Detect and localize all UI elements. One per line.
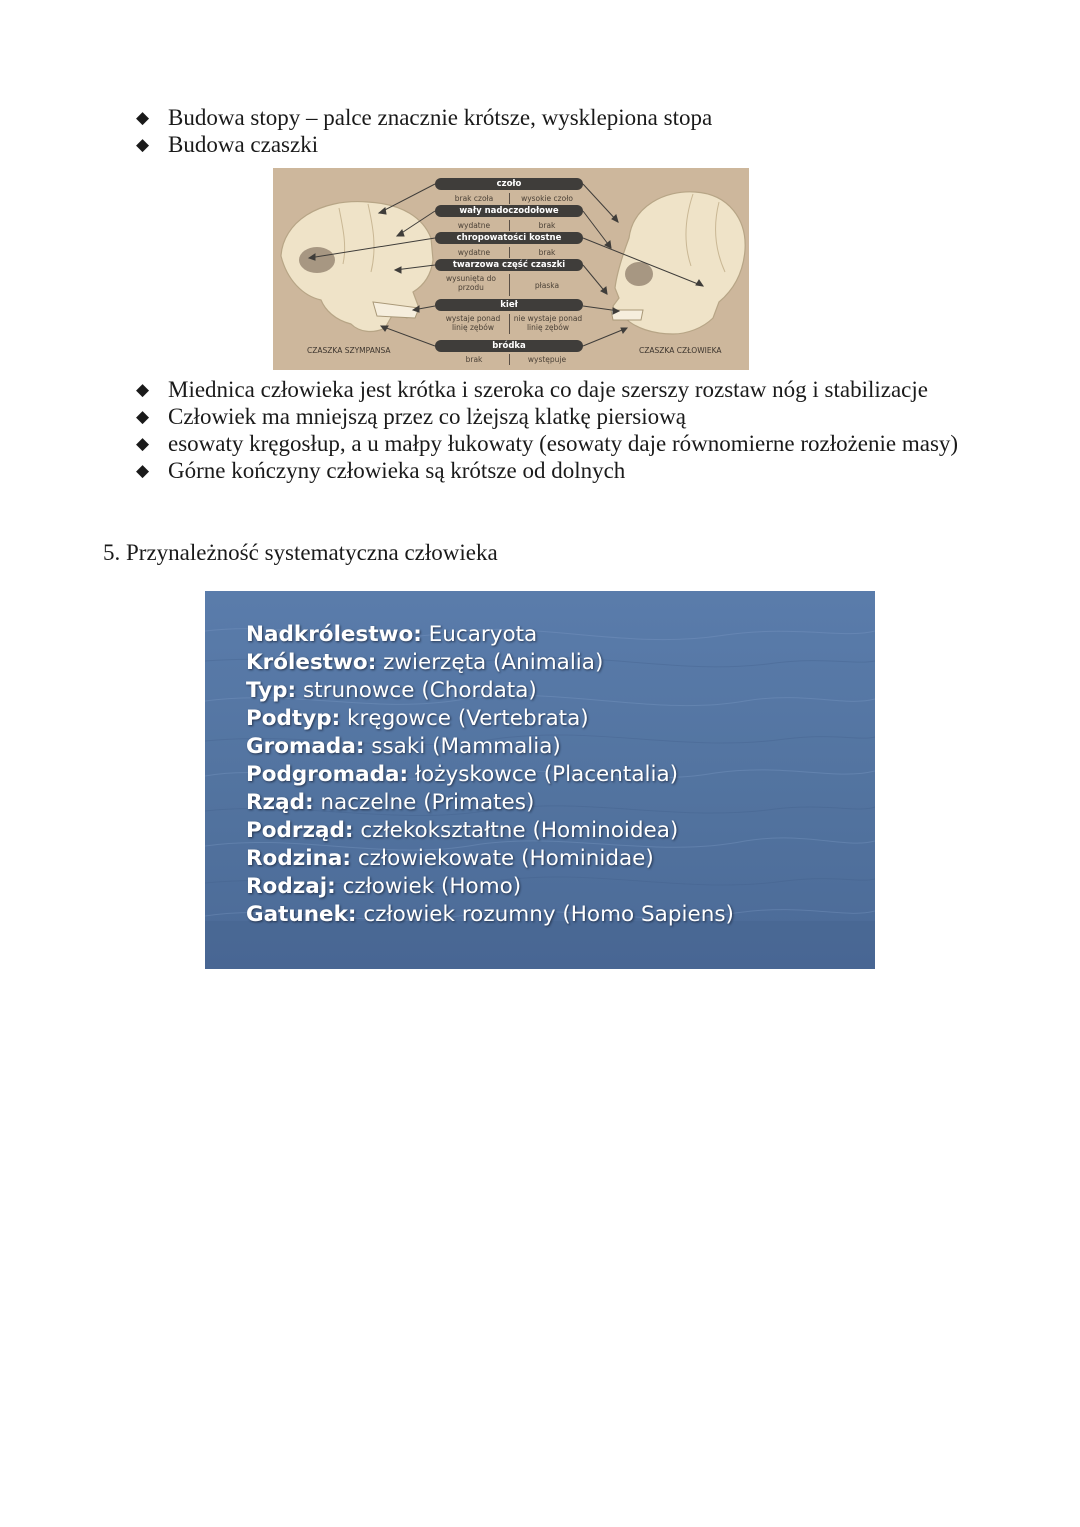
taxonomy-list — [246, 621, 734, 929]
diamond-bullet-icon: ◆ — [136, 108, 150, 127]
trait-human-canine: nie wystaje ponad linię zębów — [513, 314, 583, 332]
taxonomy-row — [246, 789, 734, 817]
taxonomy-row — [246, 845, 734, 873]
taxonomy-value: człowiek rozumny (Homo Sapiens) — [363, 902, 734, 927]
taxonomy-rank: Rząd: — [246, 790, 314, 815]
human-skull-caption: CZASZKA CZŁOWIEKA — [639, 346, 722, 355]
taxonomy-rank: Podrząd: — [246, 818, 354, 843]
taxonomy-value: człowiekowate (Hominidae) — [357, 846, 654, 871]
bullet-text: Budowa czaszki — [168, 132, 319, 157]
trait-chimp-canine: wystaje ponad linię zębów — [445, 314, 501, 332]
taxonomy-row — [246, 761, 734, 789]
trait-label-brow-ridges: wały nadoczodołowe — [435, 205, 583, 217]
bullet-list-middle — [136, 376, 966, 484]
taxonomy-value: kręgowce (Vertebrata) — [347, 706, 589, 731]
trait-divider — [509, 274, 510, 296]
diamond-bullet-icon: ◆ — [136, 135, 150, 154]
trait-divider — [509, 220, 510, 231]
taxonomy-value: naczelne (Primates) — [320, 790, 535, 815]
taxonomy-row — [246, 817, 734, 845]
bullet-text: Człowiek ma mniejszą przez co lżejszą klatkę piersiową — [168, 404, 686, 429]
taxonomy-rank: Podtyp: — [246, 706, 341, 731]
taxonomy-row — [246, 621, 734, 649]
taxonomy-row — [246, 873, 734, 901]
trait-chimp-chin: brak — [465, 355, 483, 364]
bullet-list-top — [136, 104, 966, 158]
trait-label-canine: kieł — [435, 299, 583, 311]
taxonomy-rank: Rodzina: — [246, 846, 352, 871]
taxonomy-value: łożyskowce (Placentalia) — [414, 762, 679, 787]
bullet-item — [136, 457, 966, 484]
trait-chimp-bone-roughness: wydatne — [457, 248, 491, 257]
trait-label-face: twarzowa część czaszki — [435, 259, 583, 271]
trait-label-bone-roughness: chropowatości kostne — [435, 232, 583, 244]
diamond-bullet-icon: ◆ — [136, 434, 150, 453]
trait-divider — [509, 354, 510, 365]
bullet-text: esowaty kręgosłup, a u małpy łukowaty (esowaty daje równomierne rozłożenie masy) — [168, 431, 959, 456]
trait-chimp-face: wysunięta do przodu — [446, 274, 496, 292]
taxonomy-rank: Gatunek: — [246, 902, 357, 927]
taxonomy-value: człowiek (Homo) — [342, 874, 522, 899]
trait-human-brow-ridges: brak — [538, 221, 556, 230]
taxonomy-row — [246, 649, 734, 677]
diamond-bullet-icon: ◆ — [136, 380, 150, 399]
trait-chimp-forehead: brak czoła — [454, 194, 494, 203]
trait-human-bone-roughness: brak — [538, 248, 556, 257]
trait-chimp-brow-ridges: wydatne — [457, 221, 491, 230]
taxonomy-rank: Nadkrólestwo: — [246, 622, 422, 647]
chimpanzee-skull-drawing — [281, 202, 433, 332]
taxonomy-slide — [205, 591, 875, 969]
chimp-skull-caption: CZASZKA SZYMPANSA — [307, 346, 391, 355]
taxonomy-row — [246, 901, 734, 929]
taxonomy-rank: Rodzaj: — [246, 874, 336, 899]
taxonomy-value: człekokształtne (Hominoidea) — [360, 818, 679, 843]
bullet-text: Budowa stopy – palce znacznie krótsze, wysklepiona stopa — [168, 105, 713, 130]
taxonomy-value: ssaki (Mammalia) — [371, 734, 561, 759]
taxonomy-rank: Królestwo: — [246, 650, 377, 675]
trait-divider — [509, 247, 510, 258]
trait-human-face: płaska — [534, 281, 560, 290]
bullet-text: Miednica człowieka jest krótka i szeroka co daje szerszy rozstaw nóg i stabilizacje — [168, 377, 928, 402]
taxonomy-row — [246, 733, 734, 761]
taxonomy-rank: Gromada: — [246, 734, 365, 759]
diamond-bullet-icon: ◆ — [136, 407, 150, 426]
taxonomy-rank: Typ: — [246, 678, 297, 703]
trait-human-forehead: wysokie czoło — [521, 194, 573, 203]
trait-label-forehead: czoło — [435, 178, 583, 190]
section-heading: 5. Przynależność systematyczna człowieka — [103, 540, 498, 565]
bullet-item — [136, 104, 966, 131]
taxonomy-value: strunowce (Chordata) — [302, 678, 537, 703]
bullet-item — [136, 131, 966, 158]
trait-label-chin: bródka — [435, 340, 583, 352]
taxonomy-rank: Podgromada: — [246, 762, 409, 787]
bullet-item — [136, 376, 966, 403]
bullet-item — [136, 430, 966, 457]
human-skull-drawing — [611, 192, 745, 334]
taxonomy-row — [246, 677, 734, 705]
trait-human-chin: występuje — [527, 355, 567, 364]
taxonomy-value: Eucaryota — [428, 622, 538, 647]
bullet-item — [136, 403, 966, 430]
bullet-text: Górne kończyny człowieka są krótsze od dolnych — [168, 458, 626, 483]
taxonomy-row — [246, 705, 734, 733]
taxonomy-value: zwierzęta (Animalia) — [383, 650, 604, 675]
trait-divider — [509, 314, 510, 334]
skull-comparison-figure — [273, 168, 749, 370]
trait-divider — [509, 193, 510, 204]
diamond-bullet-icon: ◆ — [136, 461, 150, 480]
